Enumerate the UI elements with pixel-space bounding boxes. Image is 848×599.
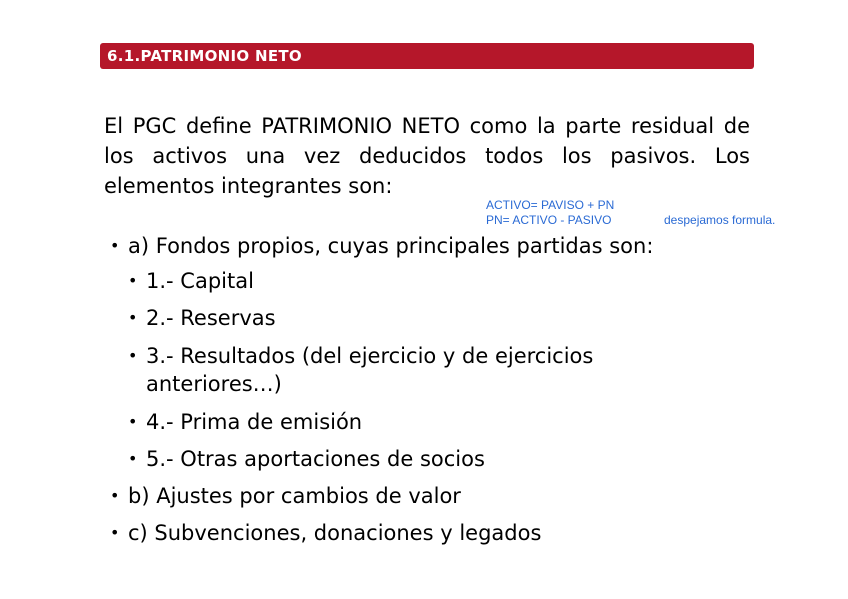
section-header-bar bbox=[100, 43, 754, 69]
list-item-a1 bbox=[128, 267, 254, 295]
bullet-icon: • bbox=[128, 346, 138, 365]
list-item-a bbox=[110, 232, 653, 260]
list-item-a5 bbox=[128, 445, 485, 473]
bullet-icon: • bbox=[128, 412, 138, 431]
list-item-text: a) Fondos propios, cuyas principales partidas son: bbox=[128, 234, 654, 258]
list-item-text: 2.- Reservas bbox=[146, 306, 276, 330]
section-title: 6.1.PATRIMONIO NETO bbox=[107, 47, 302, 65]
list-item-a3-continuation: anteriores…) bbox=[146, 372, 282, 396]
list-item-text: 5.- Otras aportaciones de socios bbox=[146, 447, 485, 471]
bullet-icon: • bbox=[128, 449, 138, 468]
list-item-text: c) Subvenciones, donaciones y legados bbox=[128, 521, 542, 545]
formula-note-line1: ACTIVO= PAVISO + PN bbox=[486, 198, 615, 212]
list-item-text: 4.- Prima de emisión bbox=[146, 410, 363, 434]
list-item-text: b) Ajustes por cambios de valor bbox=[128, 484, 461, 508]
list-item-a3 bbox=[128, 342, 593, 370]
list-item-c bbox=[110, 519, 541, 547]
list-item-text: 3.- Resultados (del ejercicio y de ejercicios bbox=[146, 344, 594, 368]
formula-note-comment: despejamos formula. bbox=[664, 213, 776, 227]
bullet-icon: • bbox=[128, 271, 138, 290]
bullet-icon: • bbox=[110, 523, 120, 542]
bullet-icon: • bbox=[110, 236, 120, 255]
list-item-a4 bbox=[128, 408, 362, 436]
intro-paragraph: El PGC define PATRIMONIO NETO como la parte residual de los activos una vez deducidos todos los pasivos. Los elementos integrantes son: bbox=[104, 114, 750, 198]
list-item-a2 bbox=[128, 304, 276, 332]
bullet-icon: • bbox=[110, 486, 120, 505]
list-item-text: 1.- Capital bbox=[146, 269, 254, 293]
formula-note-line2: PN= ACTIVO - PASIVO bbox=[486, 213, 612, 227]
bullet-icon: • bbox=[128, 308, 138, 327]
list-item-b bbox=[110, 482, 461, 510]
